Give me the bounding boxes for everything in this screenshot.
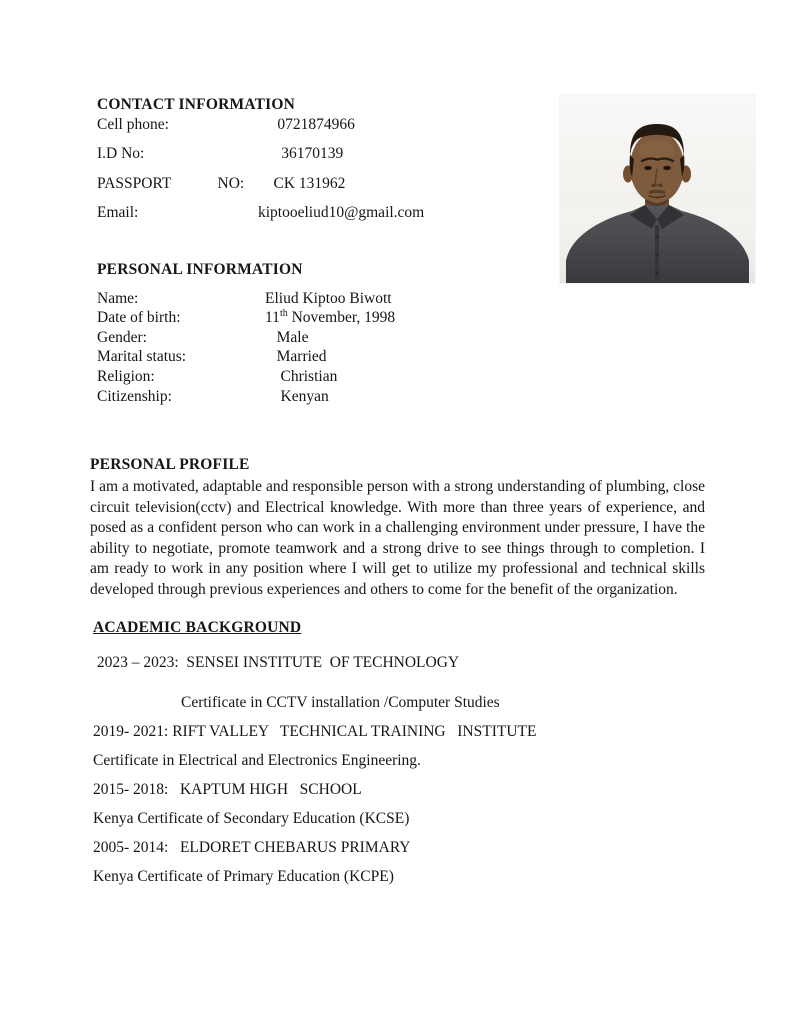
personal-label: Marital status: — [97, 348, 187, 366]
contact-value: 0721874966 — [258, 116, 355, 133]
contact-label: Email: — [97, 204, 139, 222]
personal-row — [97, 289, 705, 309]
academic-line: 2015- 2018: KAPTUM HIGH SCHOOL — [93, 781, 362, 799]
personal-label: Gender: — [97, 328, 147, 346]
academic-line: Kenya Certificate of Secondary Education (KCSE) — [93, 810, 410, 828]
personal-value: Kenyan — [265, 387, 329, 405]
portrait-photo — [560, 95, 755, 283]
personal-row — [97, 328, 705, 348]
contact-value: kiptooeliud10@gmail.com — [258, 204, 425, 222]
academic-line: 2019- 2021: RIFT VALLEY TECHNICAL TRAINING INSTITUTE — [93, 723, 537, 741]
contact-heading: CONTACT INFORMATION — [97, 96, 295, 113]
personal-label: Citizenship: — [97, 387, 172, 405]
profile-heading: PERSONAL PROFILE — [90, 456, 250, 474]
academic-heading: ACADEMIC BACKGROUND — [93, 619, 302, 637]
portrait-photo-illustration — [560, 95, 755, 283]
personal-row — [97, 308, 705, 328]
contact-label: Cell phone: — [97, 116, 169, 133]
personal-row — [97, 347, 705, 367]
academic-line: 2023 – 2023: SENSEI INSTITUTE OF TECHNOLOGY — [93, 654, 460, 672]
personal-value: Male — [265, 328, 309, 346]
academic-line: Certificate in CCTV installation /Computer Studies — [181, 694, 500, 712]
personal-row — [97, 387, 705, 407]
personal-value: Christian — [265, 367, 338, 385]
contact-label: I.D No: — [97, 145, 145, 163]
personal-row — [97, 367, 705, 387]
dob-day: 11 — [265, 309, 280, 327]
contact-value: 36170139 — [258, 145, 344, 163]
profile-section — [90, 455, 705, 600]
personal-value — [265, 308, 395, 328]
academic-line: Kenya Certificate of Primary Education (KCPE) — [93, 868, 394, 886]
personal-label: Name: — [97, 289, 139, 307]
academic-section — [93, 618, 705, 891]
academic-line: Certificate in Electrical and Electronics Engineering. — [93, 752, 421, 770]
contact-value: CK 131962 — [258, 174, 346, 192]
profile-paragraph: I am a motivated, adaptable and responsible person with a strong understanding of plumbing, close circuit television(cctv) and Electrical knowledge. With more than three years of experience, and posed as a confident person who can work in a challenging environment under pressure, I have the ability to negotiate, promote teamwork and a strong drive to see things through to completion. I am ready to work in any position where I will get to utilize my professional and technical skills developed through previous experiences and others to come for the benefit of the organization. — [90, 478, 705, 598]
academic-list — [93, 648, 705, 891]
dob-rest: November, 1998 — [287, 309, 396, 327]
personal-value: Eliud Kiptoo Biwott — [265, 289, 392, 307]
personal-label: Date of birth: — [97, 309, 181, 327]
dob-ordinal-superscript: th — [279, 308, 288, 319]
academic-line: 2005- 2014: ELDORET CHEBARUS PRIMARY — [93, 839, 411, 857]
personal-label: Religion: — [97, 367, 155, 385]
contact-label: PASSPORT NO: — [97, 174, 245, 192]
personal-value: Married — [265, 348, 327, 366]
personal-heading: PERSONAL INFORMATION — [97, 260, 303, 278]
